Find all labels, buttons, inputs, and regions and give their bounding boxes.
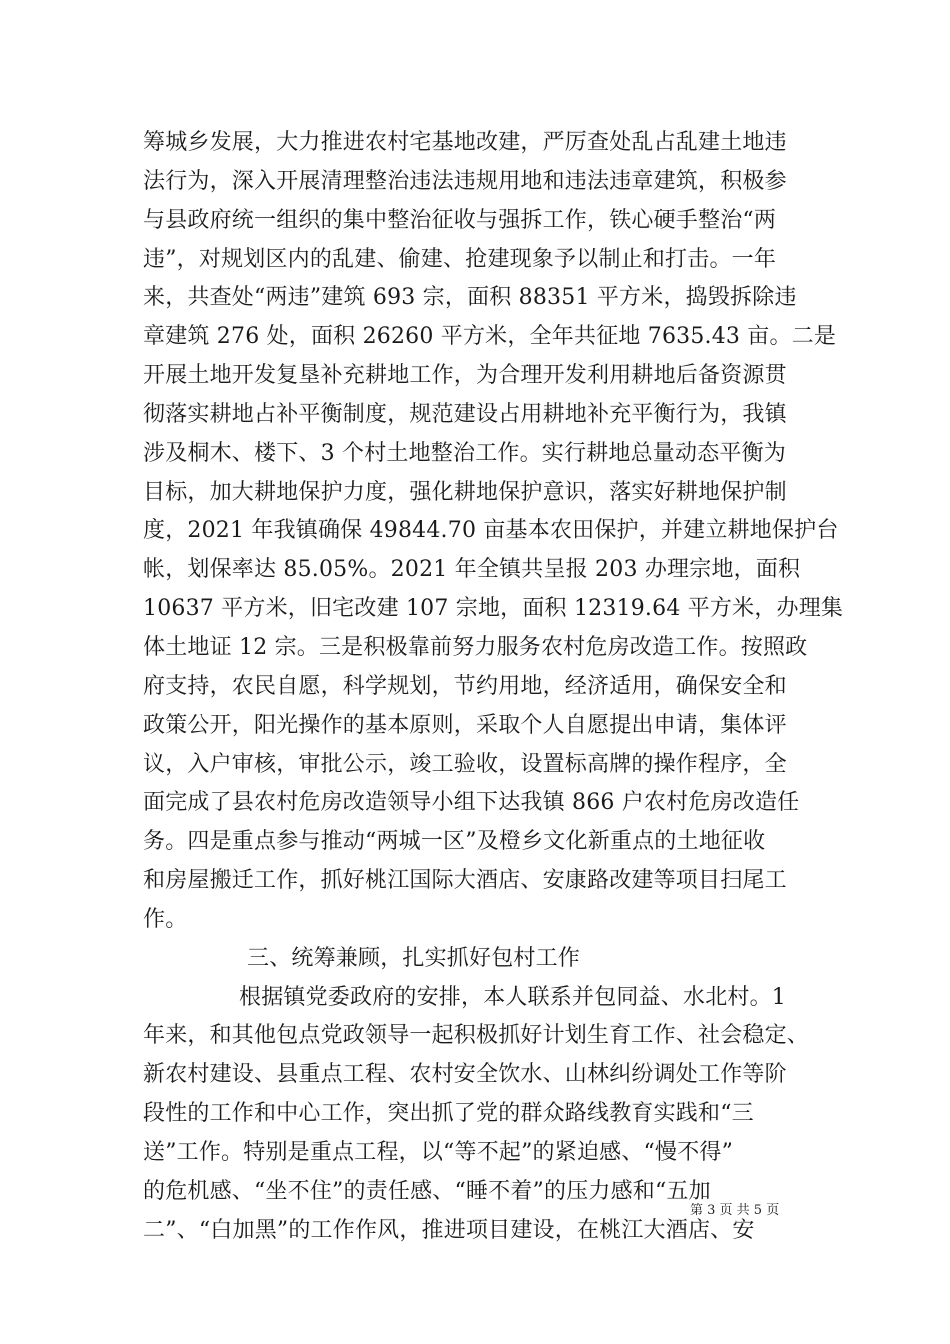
text-line: 10637 平方米，旧宅改建 107 宗地，面积 12319.64 平方米，办理集 — [143, 596, 844, 622]
text-line: 段性的工作和中心工作，突出抓了党的群众路线教育实践和“三 — [143, 1101, 754, 1127]
text-line: 体土地证 12 宗。三是积极靠前努力服务农村危房改造工作。按照政 — [143, 634, 808, 660]
text-line: 新农村建设、县重点工程、农村安全饮水、山林纠纷调处工作等阶 — [143, 1062, 787, 1088]
text-line: 度，2021 年我镇确保 49844.70 亩基本农田保护，并建立耕地保护台 — [143, 518, 839, 544]
text-line: 来，共查处“两违”建筑 693 宗，面积 88351 平方米，捣毁拆除违 — [143, 285, 797, 311]
text-line: 务。四是重点参与推动“两城一区”及橙乡文化新重点的土地征收 — [143, 829, 766, 855]
text-line: 彻落实耕地占补平衡制度，规范建设占用耕地补充平衡行为，我镇 — [143, 401, 787, 427]
text-line: 开展土地开发复垦补充耕地工作，为合理开发利用耕地后备资源贯 — [143, 363, 787, 389]
text-line: 帐，划保率达 85.05%。2021 年全镇共呈报 203 办理宗地，面积 — [143, 557, 801, 583]
text-line: 年来，和其他包点党政领导一起积极抓好计划生育工作、社会稳定、 — [143, 1023, 810, 1049]
page-number-footer: 第 3 页 共 5 页 — [690, 1203, 780, 1218]
text-line: 涉及桐木、楼下、3 个村土地整治工作。实行耕地总量动态平衡为 — [143, 440, 786, 466]
text-line: 政策公开，阳光操作的基本原则，采取个人自愿提出申请，集体评 — [143, 712, 787, 738]
text-line: 作。 — [143, 906, 188, 932]
text-line: 违”，对规划区内的乱建、偷建、抢建现象予以制止和打击。一年 — [143, 246, 777, 272]
text-line: 筹城乡发展，大力推进农村宅基地改建，严厉查处乱占乱建土地违 — [143, 130, 787, 155]
text-line: 议，入户审核，审批公示，竣工验收，设置标高牌的操作程序，全 — [143, 751, 787, 777]
paragraph-first-line: 根据镇党委政府的安排，本人联系并包同益、水北村。1 — [239, 984, 786, 1010]
text-line: 面完成了县农村危房改造领导小组下达我镇 866 户农村危房改造任 — [143, 790, 800, 816]
section-heading: 三、统筹兼顾，扎实抓好包村工作 — [247, 945, 581, 971]
text-line: 二”、“白加黑”的工作作风，推进项目建设，在桃江大酒店、安 — [143, 1217, 755, 1243]
text-line: 送”工作。特别是重点工程，以“等不起”的紧迫感、“慢不得” — [143, 1139, 734, 1165]
text-line: 府支持，农民自愿，科学规划，节约用地，经济适用，确保安全和 — [143, 673, 787, 699]
text-line: 目标，加大耕地保护力度，强化耕地保护意识，落实好耕地保护制 — [143, 479, 787, 505]
text-line: 和房屋搬迁工作，抓好桃江国际大酒店、安康路改建等项目扫尾工 — [143, 868, 787, 894]
text-line: 法行为，深入开展清理整治违法违规用地和违法违章建筑，积极参 — [143, 168, 787, 194]
text-line: 的危机感、“坐不住”的责任感、“睡不着”的压力感和“五加 — [143, 1178, 711, 1204]
body-text — [143, 124, 844, 1250]
text-line: 章建筑 276 处，面积 26260 平方米，全年共征地 7635.43 亩。二是 — [143, 324, 837, 350]
text-line: 与县政府统一组织的集中整治征收与强拆工作，铁心硬手整治“两 — [143, 207, 777, 233]
